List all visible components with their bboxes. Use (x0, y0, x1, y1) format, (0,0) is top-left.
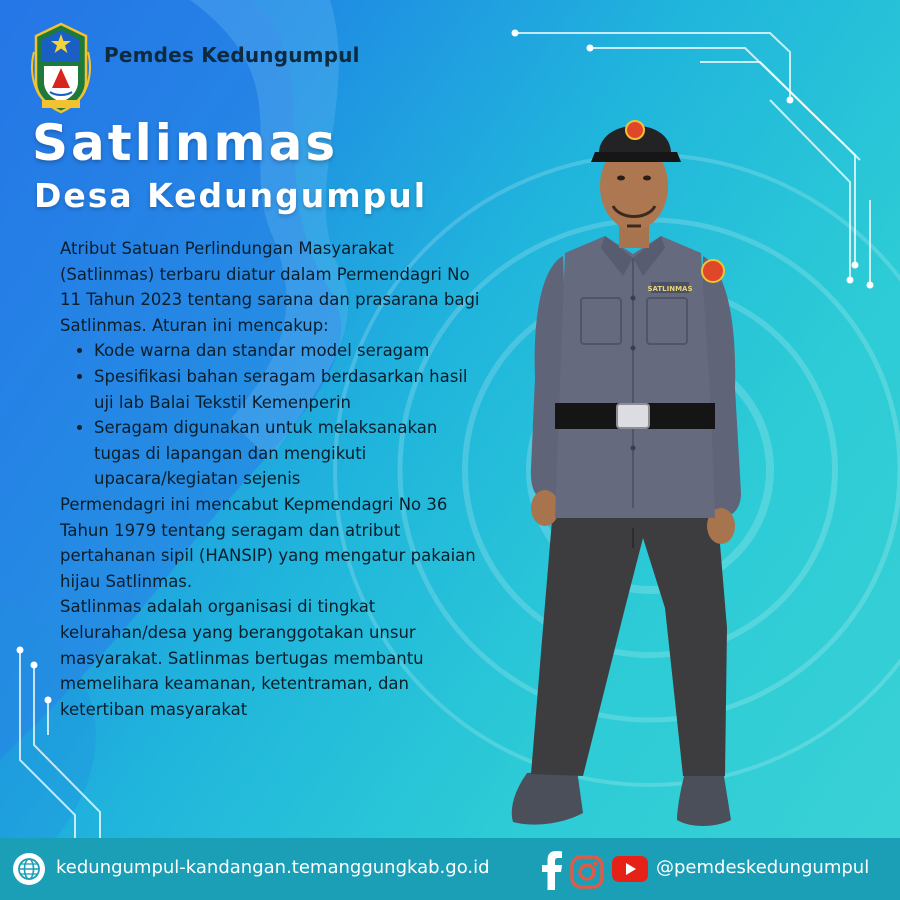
list-item: • Kode warna dan standar model seragam (94, 338, 480, 364)
uniform-name-tag: SATLINMAS (647, 285, 693, 293)
list-item: • Seragam digunakan untuk melaksanakan tugas di lapangan dan mengikuti upacara/kegiatan sejenis (94, 415, 480, 492)
globe-icon (12, 852, 46, 886)
facebook-icon[interactable] (539, 850, 565, 890)
website-url[interactable]: kedungumpul-kandangan.temanggungkab.go.id (56, 857, 490, 878)
social-handle[interactable]: @pemdeskedungumpul (656, 857, 870, 878)
intro-paragraph: Atribut Satuan Perlindungan Masyarakat (Satlinmas) terbaru diatur dalam Permendagri No 11 Tahun 2023 tentang sarana dan prasarana bagi Satlinmas. Aturan ini mencakup: (60, 239, 480, 335)
regulation-list (60, 338, 480, 492)
instagram-icon[interactable] (569, 854, 605, 890)
regency-logo-icon (30, 22, 92, 114)
satlinmas-officer-illustration (505, 108, 760, 853)
revocation-paragraph: Permendagri ini mencabut Kepmendagri No 36 Tahun 1979 tentang seragam dan atribut pertahanan sipil (HANSIP) yang mengatur pakaian hijau Satlinmas. (60, 494, 476, 591)
page-subtitle: Desa Kedungumpul (34, 176, 428, 215)
article-body (60, 236, 480, 722)
org-name: Pemdes Kedungumpul (104, 43, 360, 67)
youtube-icon[interactable] (611, 853, 649, 885)
list-item: • Spesifikasi bahan seragam berdasarkan hasil uji lab Balai Tekstil Kemenperin (94, 364, 480, 415)
page-title: Satlinmas (32, 114, 339, 172)
footer-bar (0, 838, 900, 900)
definition-paragraph: Satlinmas adalah organisasi di tingkat kelurahan/desa yang beranggotakan unsur masyarakat. Satlinmas bertugas membantu memelihara keamanan, ketentraman, dan ketertiban masyarakat (60, 597, 424, 719)
